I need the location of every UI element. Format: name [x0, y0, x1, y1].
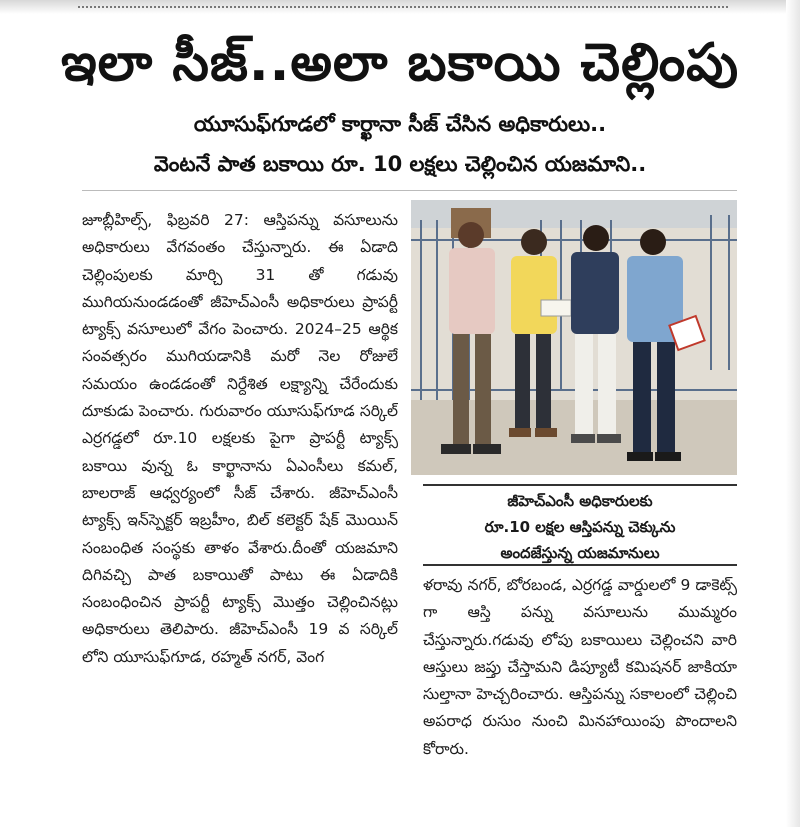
- photo-caption-line-1: జీహెచ్ఎంసీ అధికారులకు: [507, 492, 653, 510]
- article-deck-line-1: యూసుఫ్‌గూడలో కార్ఖానా సీజ్ చేసిన అధికారులు..: [193, 112, 607, 136]
- news-photo: [411, 200, 737, 475]
- scan-cut-line: [78, 0, 728, 8]
- article-deck-line-2: వెంటనే పాత బకాయి రూ. 10 లక్షలు చెల్లించిన యజమాని..: [153, 152, 647, 176]
- photo-cheque: [541, 300, 571, 316]
- article-body-left-column: జూబ్లీహిల్స్, ఫిబ్రవరి 27: ఆస్తిపన్ను వసూలును అధికారులు వేగవంతం చేస్తున్నారు. ఈ ఏడాది చెల్లింపులకు మార్చి 31 తో గడువు ముగియనుండడంతో జీహెచ్ఎంసీ అధికారులు ప్రాపర్టీ ట్యాక్స్ వసూలులో వేగం పెంచారు. 2024–25 ఆర్థిక సంవత్సరం ముగియడానికి మరో నెల రోజులే సమయం ఉండడంతో నిర్దేశిత లక్ష్యాన్ని చేరేందుకు దూకుడు పెంచారు. గురువారం యూసుఫ్‌గూడ సర్కిల్ ఎర్రగడ్డలో రూ.10 లక్షలకు పైగా ప్రాపర్టీ ట్యాక్స్ బకాయి వున్న ఓ కార్ఖానాను ఏఎంసీలు కమల్, బాలరాజ్ ఆధ్వర్యంలో సీజ్ చేశారు. జీహెచ్ఎంసీ ట్యాక్స్ ఇన్‌స్పెక్టర్ ఇబ్రహీం, బిల్ కలెక్టర్ షేక్ మొయిన్ సంబంధిత సంస్థకు తాళం వేశారు.దీంతో యజమాని దిగివచ్చి పాత బకాయితో పాటు ఈ ఏడాదికి సంబంధించిన ప్రాపర్టీ ట్యాక్స్ మొత్తం చెల్లించినట్లు అధికారులు తెలిపారు. జీహెచ్ఎంసీ 19 వ సర్కిల్ లోని యూసుఫ్‌గూడ, రహ్మత్ నగర్, వెంగ: [82, 211, 398, 666]
- news-photo-illustration: [411, 200, 737, 475]
- deck-divider: [82, 190, 737, 191]
- photo-caption-line-3: అందజేస్తున్న యజమానులు: [500, 544, 660, 562]
- article-body-right-column: ళరావు నగర్, బోరబండ, ఎర్రగడ్డ వార్డులలో 9 డాకెట్స్ గా ఆస్తి పన్ను వసూలును ముమ్మరం చేస్తున్నారు.గడువు లోపు బకాయిలు చెల్లించని వారి ఆస్తులు జప్తు చేస్తామని డిప్యూటీ కమిషనర్ జాకియా సుల్తానా హెచ్చరించారు. ఆస్తిపన్ను సకాలంలో చెల్లించి అపరాధ రుసుం నుంచి మినహాయింపు పొందాలని కోరారు.: [423, 576, 737, 758]
- scan-right-edge: [786, 0, 800, 827]
- photo-caption-line-2: రూ.10 లక్షల ఆస్తిపన్ను చెక్కును: [484, 518, 676, 536]
- photo-caption: [423, 484, 737, 566]
- article-headline: ఇలా సీజ్..అలా బకాయి చెల్లింపు: [60, 33, 740, 93]
